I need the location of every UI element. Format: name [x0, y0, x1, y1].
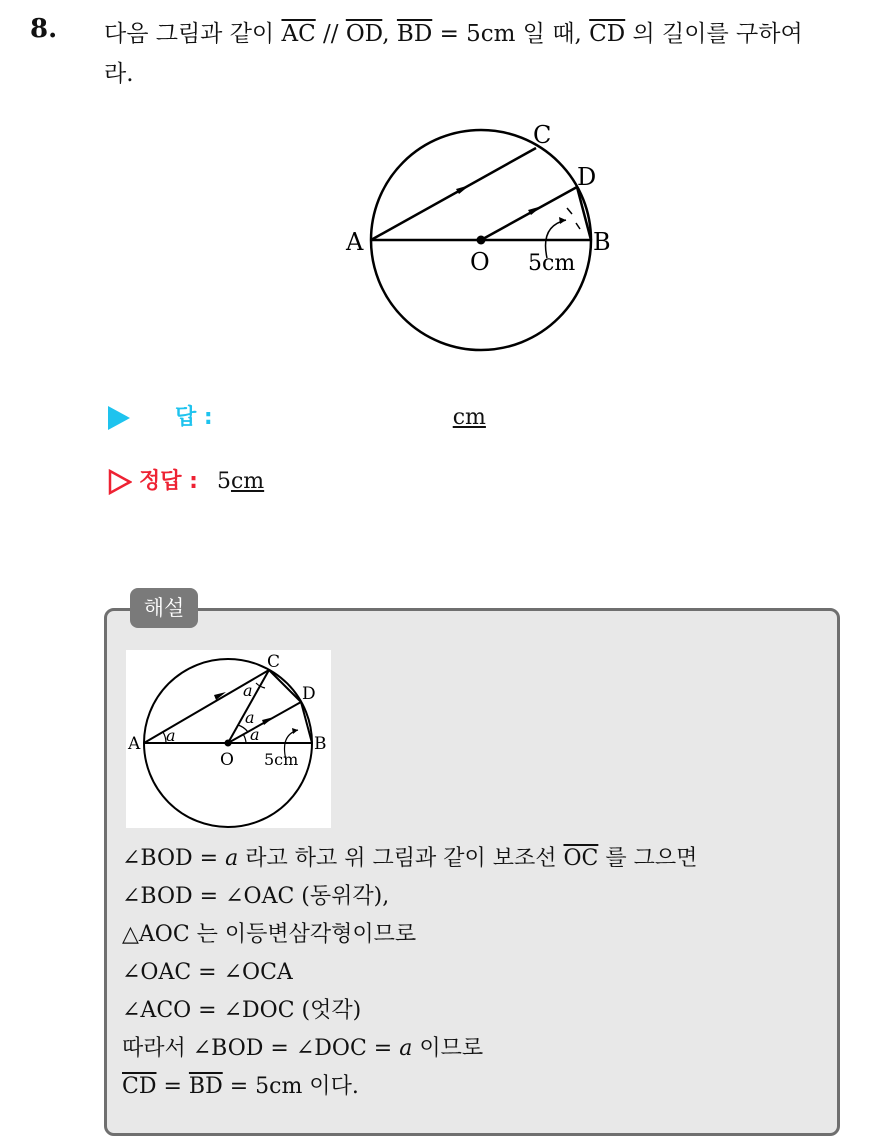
play-icon [108, 406, 130, 430]
label-c: C [533, 121, 552, 149]
label-length: 5cm [528, 251, 576, 276]
segment-ac: $\overline{AC}$ [281, 21, 316, 47]
correct-unit: cm [230, 469, 265, 494]
question-suffix: 의 길이를 구하여 [625, 21, 803, 47]
svg-text:B: B [314, 734, 327, 754]
segment-cd: $\overline{CD}$ [589, 21, 626, 47]
length-arc-arrow [559, 217, 566, 224]
solution-line-4: ∠OAC = ∠OCA [122, 960, 293, 985]
solution-line-3: △AOC 는 이등변삼각형이므로 [122, 922, 417, 947]
svg-text:5cm: 5cm [264, 750, 299, 769]
solution-text [122, 840, 832, 1106]
solution-line-6: 따라서 ∠BOD = ∠DOC = a 이므로 [122, 1036, 484, 1061]
answer-unit: cm [452, 405, 486, 430]
center-point [477, 236, 486, 245]
solution-tag: 해설 [130, 588, 198, 628]
svg-text:A: A [128, 734, 141, 754]
tick-1 [567, 208, 572, 214]
problem-figure [330, 108, 630, 368]
parallel-symbol: // [315, 21, 346, 47]
label-b: B [593, 228, 611, 256]
svg-text:a: a [250, 725, 260, 744]
question-number: 8. [30, 14, 58, 44]
correct-value: 5 [216, 469, 231, 494]
svg-text:a: a [245, 708, 255, 727]
answer-row [108, 400, 486, 431]
label-o: O [470, 248, 490, 276]
answer-label: 답 : [175, 405, 213, 430]
svg-text:O: O [220, 750, 234, 770]
segment-od-line [481, 187, 577, 240]
svg-text:D: D [302, 684, 316, 704]
chord-ac [371, 148, 536, 240]
question-line2: 라. [104, 61, 134, 87]
solution-line-7: $\overline{CD} = \overline{BD} = 5cm$ 이다. [122, 1074, 359, 1099]
correct-label: 정답 : [139, 469, 198, 494]
correct-row [108, 464, 264, 495]
label-a: A [346, 228, 364, 256]
solution-line-5: ∠ACO = ∠DOC (엇각) [122, 998, 362, 1023]
question-text [104, 14, 874, 94]
svg-text:C: C [267, 652, 281, 672]
solution-figure [126, 650, 331, 828]
comma: , [382, 21, 397, 47]
label-d: D [577, 163, 597, 191]
segment-od: $\overline{OD}$ [345, 21, 383, 47]
given-length: = 5cm 일 때, [432, 21, 590, 47]
solution-line-1: ∠BOD = a 라고 하고 위 그림과 같이 보조선 $\overline{OC}$ 를 그으면 [122, 846, 698, 871]
tick-2 [576, 223, 580, 229]
segment-bd: $\overline{BD}$ [396, 21, 433, 47]
svg-text:a: a [166, 726, 176, 745]
svg-text:a: a [243, 681, 253, 700]
question-prefix: 다음 그림과 같이 [104, 21, 282, 47]
outline-triangle-icon [108, 469, 132, 495]
solution-line-2: ∠BOD = ∠OAC (동위각), [122, 884, 390, 909]
